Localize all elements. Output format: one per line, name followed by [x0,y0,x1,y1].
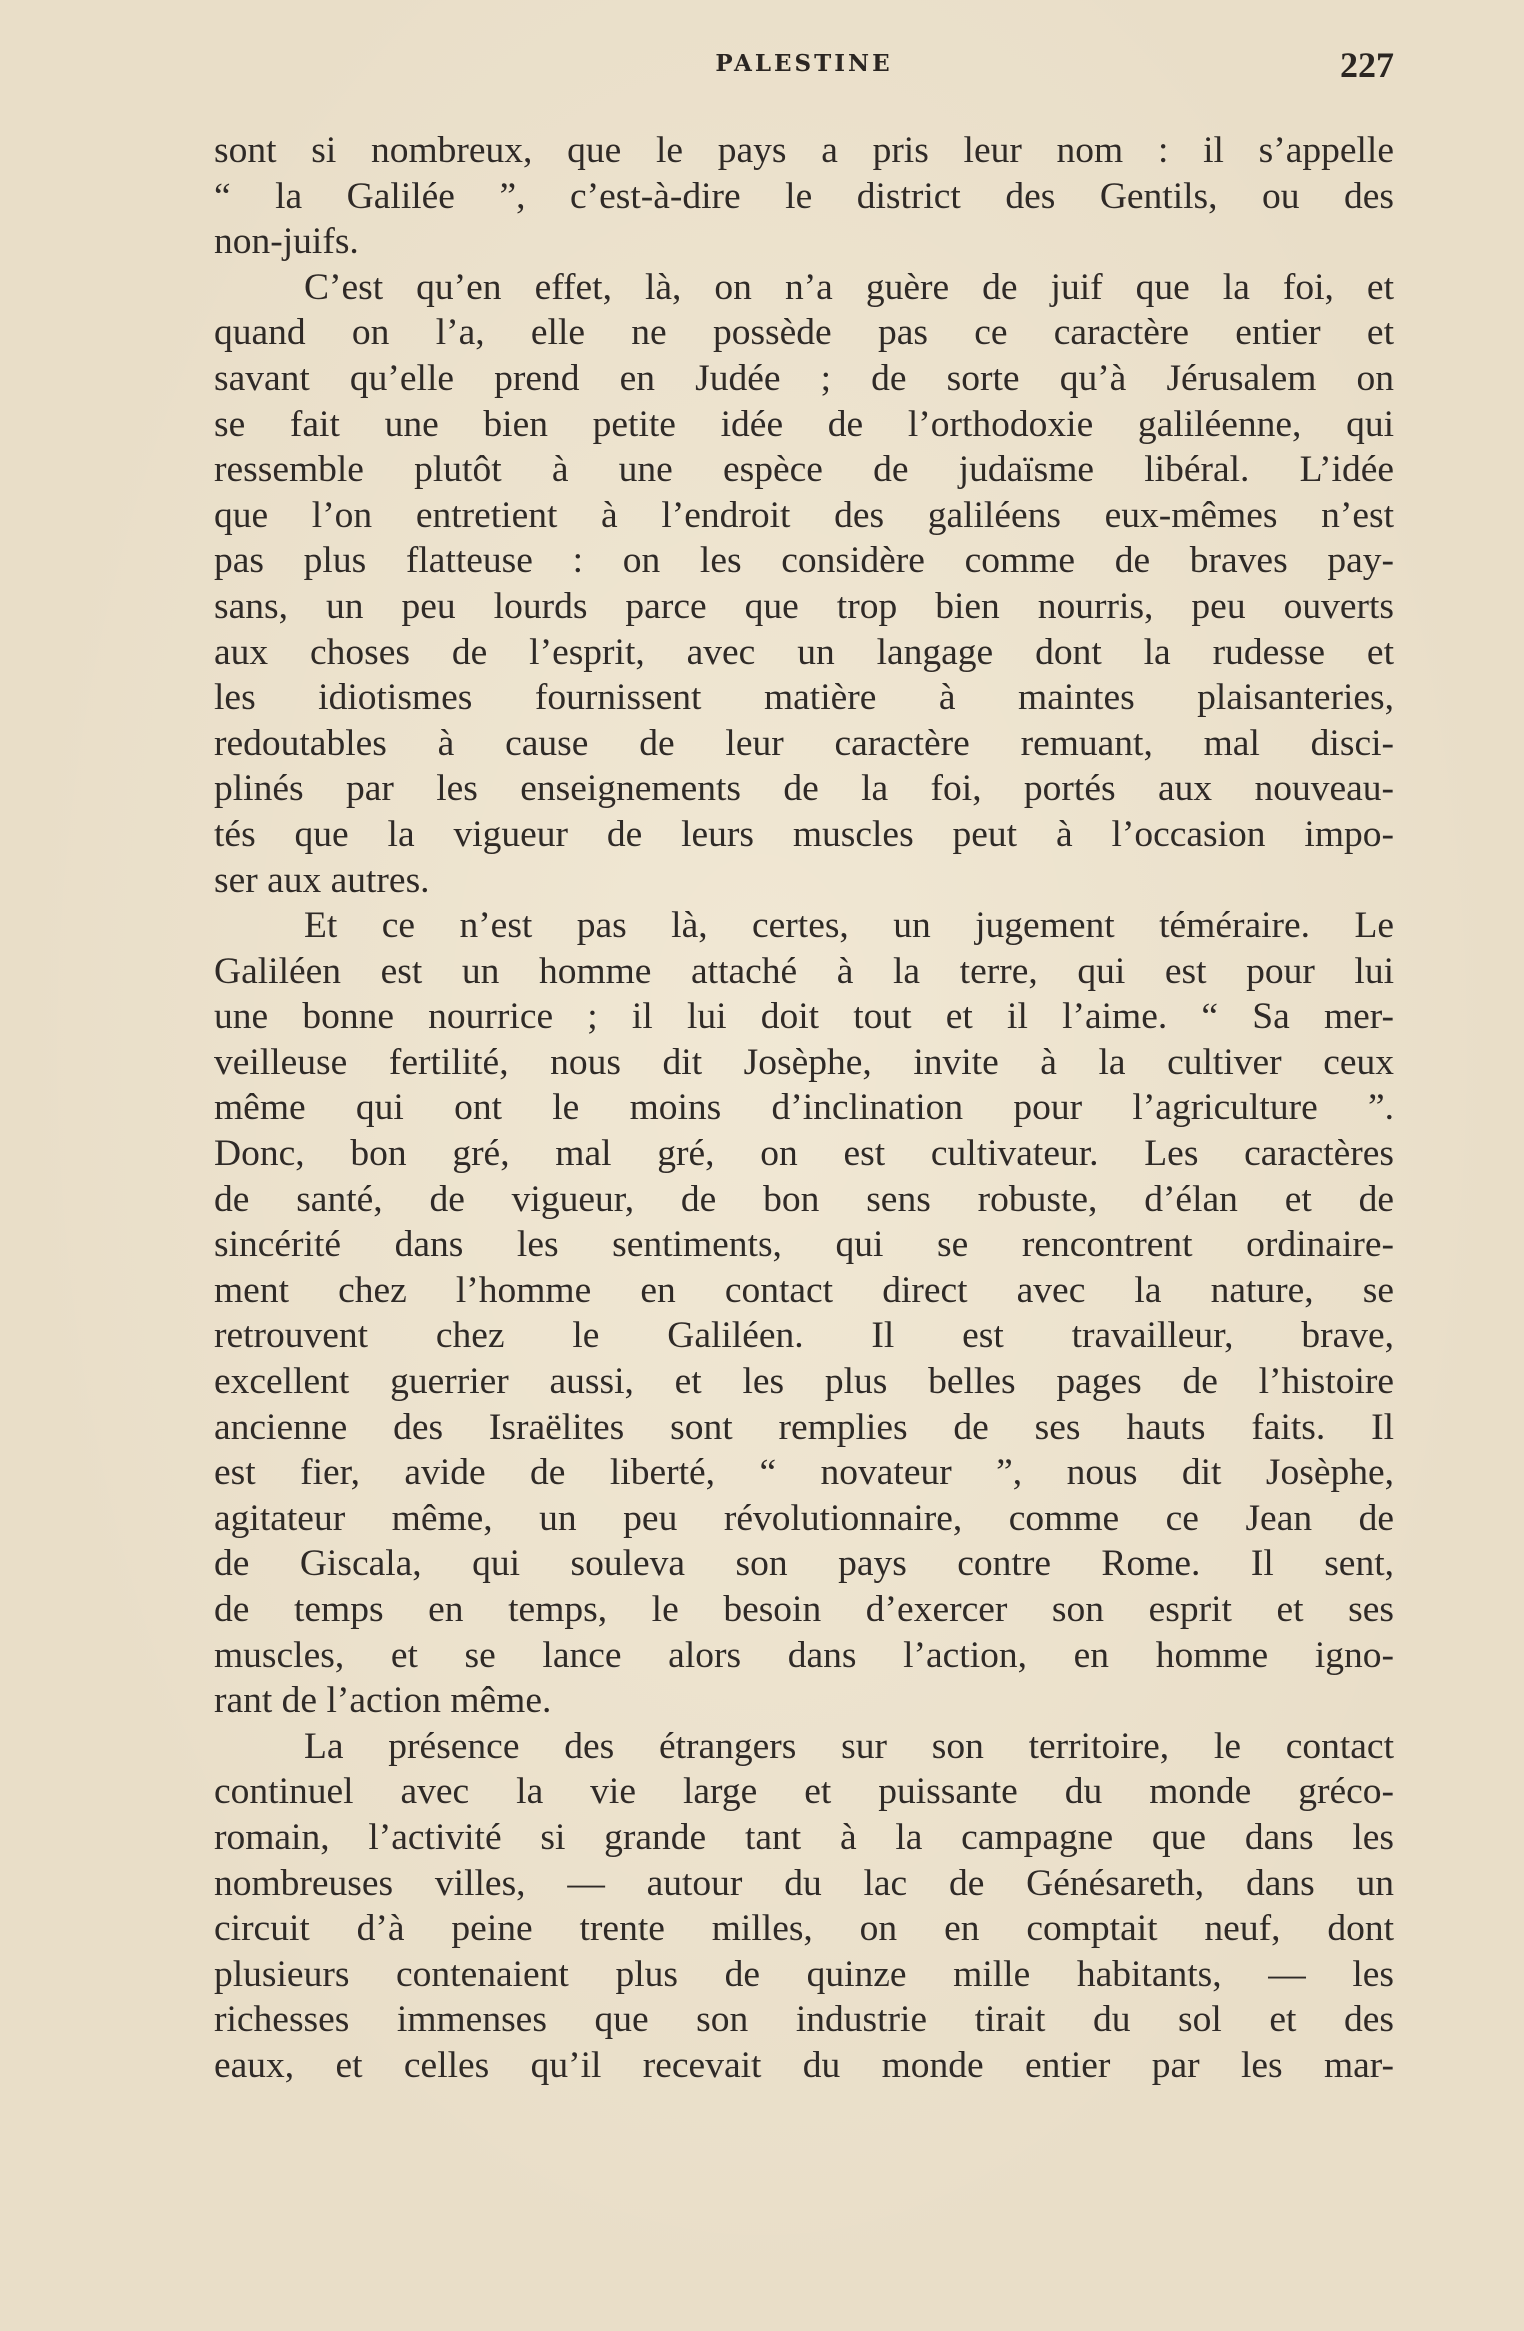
text-line: rant de l’action même. [214,1680,552,1722]
text-line: quand on l’a, elle ne possède pas ce caractère entier et [214,312,1394,354]
text-line: ser aux autres. [214,859,430,901]
text-line: “ la Galilée ”, c’est-à-dire le district des Gentils, ou des [214,175,1394,217]
text-line: ment chez l’homme en contact direct avec la nature, se [214,1269,1394,1311]
text-line: nombreuses villes, — autour du lac de Génésareth, dans un [214,1862,1394,1904]
body-text [214,128,1394,2089]
text-line: agitateur même, un peu révolutionnaire, comme ce Jean de [214,1497,1394,1539]
text-line: excellent guerrier aussi, et les plus belles pages de l’histoire [214,1361,1394,1403]
text-line: savant qu’elle prend en Judée ; de sorte qu’à Jérusalem on [214,357,1394,399]
running-title: PALESTINE [715,50,893,77]
text-line: de Giscala, qui souleva son pays contre Rome. Il sent, [214,1543,1394,1585]
text-line: Et ce n’est pas là, certes, un jugement téméraire. Le [304,905,1394,947]
text-line: retrouvent chez le Galiléen. Il est travailleur, brave, [214,1315,1394,1357]
text-line: circuit d’à peine trente milles, on en comptait neuf, dont [214,1908,1394,1950]
text-line: sans, un peu lourds parce que trop bien nourris, peu ouverts [214,585,1394,627]
text-line: plusieurs contenaient plus de quinze mille habitants, — les [214,1953,1394,1995]
text-line: tés que la vigueur de leurs muscles peut à l’occasion impo- [214,813,1394,855]
text-line: romain, l’activité si grande tant à la campagne que dans les [214,1816,1394,1858]
page-number: 227 [1340,45,1394,85]
text-line: Galiléen est un homme attaché à la terre, qui est pour lui [214,950,1394,992]
text-line: veilleuse fertilité, nous dit Josèphe, invite à la cultiver ceux [214,1041,1394,1083]
text-line: les idiotismes fournissent matière à maintes plaisanteries, [214,677,1394,719]
text-line: C’est qu’en effet, là, on n’a guère de juif que la foi, et [304,266,1394,308]
text-line: même qui ont le moins d’inclination pour l’agriculture ”. [214,1087,1394,1129]
text-line: non-juifs. [214,221,359,263]
text-line: une bonne nourrice ; il lui doit tout et il l’aime. “ Sa mer- [214,996,1394,1038]
text-line: eaux, et celles qu’il recevait du monde entier par les mar- [214,2044,1394,2086]
text-line: continuel avec la vie large et puissante du monde gréco- [214,1771,1394,1813]
text-line: pas plus flatteuse : on les considère comme de braves pay- [214,540,1394,582]
text-line: sincérité dans les sentiments, qui se rencontrent ordinaire- [214,1224,1394,1266]
page-header [214,44,1394,86]
text-line: sont si nombreux, que le pays a pris leur nom : il s’appelle [214,130,1394,171]
text-line: redoutables à cause de leur caractère remuant, mal disci- [214,722,1394,764]
text-line: de santé, de vigueur, de bon sens robuste, d’élan et de [214,1178,1394,1220]
text-line: se fait une bien petite idée de l’orthodoxie galiléenne, qui [214,403,1394,445]
text-line: Donc, bon gré, mal gré, on est cultivateur. Les caractères [214,1133,1394,1175]
text-line: La présence des étrangers sur son territoire, le contact [304,1725,1394,1767]
text-line: ancienne des Israëlites sont remplies de ses hauts faits. Il [214,1406,1394,1448]
text-line: muscles, et se lance alors dans l’action, en homme igno- [214,1634,1394,1676]
text-line: ressemble plutôt à une espèce de judaïsme libéral. L’idée [214,449,1394,491]
text-line: richesses immenses que son industrie tirait du sol et des [214,1999,1394,2041]
text-line: que l’on entretient à l’endroit des galiléens eux-mêmes n’est [214,494,1394,536]
text-line: de temps en temps, le besoin d’exercer son esprit et ses [214,1589,1394,1630]
text-line: plinés par les enseignements de la foi, portés aux nouveau- [214,768,1394,810]
text-line: aux choses de l’esprit, avec un langage dont la rudesse et [214,631,1394,673]
text-line: est fier, avide de liberté, “ novateur ”, nous dit Josèphe, [214,1452,1394,1494]
